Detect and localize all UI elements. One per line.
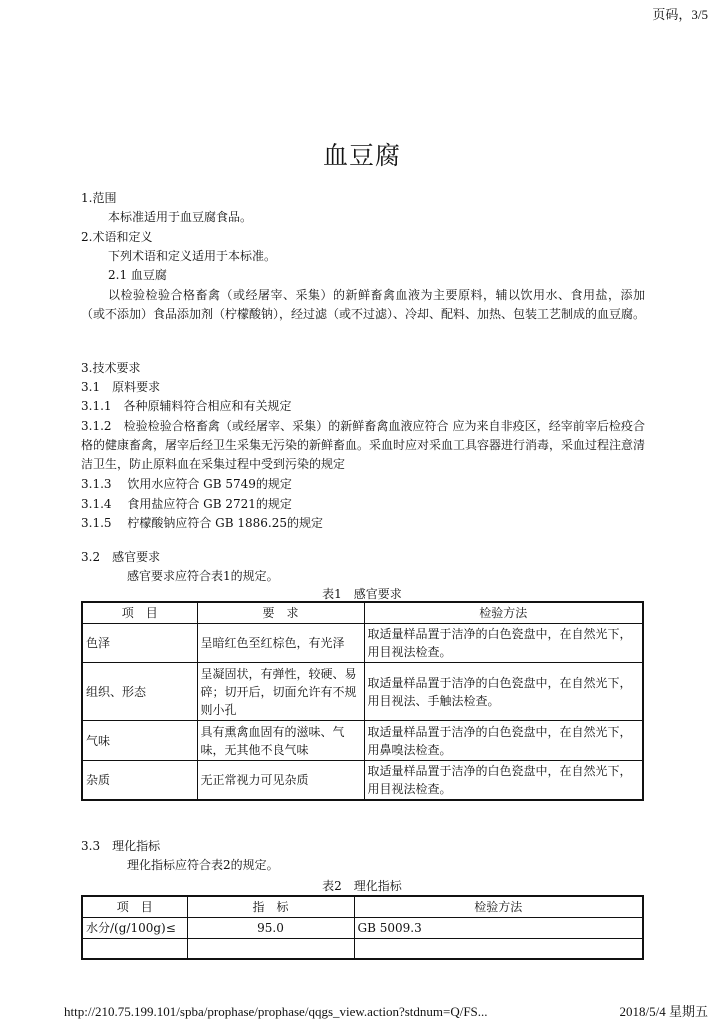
table-cell-item: 杂质: [82, 761, 197, 801]
footer-date: 2018/5/4 星期五: [619, 1004, 708, 1019]
table-cell-item: 气味: [82, 721, 197, 761]
section-2-1-text: 以检验检验合格畜禽（或经屠宰、采集）的新鲜畜禽血液为主要原料，辅以饮用水、食用盐，添加（或不添加）食品添加剂（柠檬酸钠），经过滤（或不过滤）、冷却、配料、加热、包装工艺制成的血豆腐。: [81, 288, 646, 321]
table-cell-method: 取适量样品置于洁净的白色瓷盘中，在自然光下，用目视法、手触法检查。: [364, 663, 643, 721]
table-row: [82, 918, 643, 939]
table-cell-requirement: 具有熏禽血固有的滋味、气味，无其他不良气味: [197, 721, 364, 761]
table-cell-requirement: 呈凝固状，有弹性，较硬、易碎；切开后，切面允许有不规则小孔: [197, 663, 364, 721]
table-cell-method: 取适量样品置于洁净的白色瓷盘中，在自然光下，用鼻嗅法检查。: [364, 721, 643, 761]
section-1-text: 本标准适用于血豆腐食品。: [108, 210, 253, 224]
section-3-1-5: 3.1.5 柠檬酸钠应符合 GB 1886.25的规定: [81, 516, 324, 530]
table-cell-method: 取适量样品置于洁净的白色瓷盘中，在自然光下，用目视法检查。: [364, 761, 643, 801]
table-row: [82, 624, 643, 663]
table-1-caption: 表1 感官要求: [322, 587, 402, 601]
section-2-heading: 2.术语和定义: [81, 230, 153, 244]
document-title: 血豆腐: [322, 141, 401, 170]
sensory-table: [81, 601, 644, 801]
table-header-row: [82, 896, 643, 918]
section-3-heading: 3.技术要求: [81, 361, 141, 375]
table-cell-value: 95.0: [187, 918, 354, 939]
footer-url: http://210.75.199.101/spba/prophase/prophase/qqgs_view.action?stdnum=Q/FS...: [64, 1004, 488, 1019]
section-2-1-heading: 2.1 血豆腐: [108, 268, 167, 282]
table-cell-requirement: 无正常视力可见杂质: [197, 761, 364, 801]
table-cell-item: 水分/(g/100g)≤: [82, 918, 187, 939]
physicochemical-table: [81, 895, 644, 960]
table-header-row: [82, 602, 643, 624]
page-number: 页码，3/5: [652, 7, 708, 22]
table-header-cell: 要 求: [197, 602, 364, 624]
table-header-cell: 检验方法: [364, 602, 643, 624]
section-3-1-heading: 3.1 原料要求: [81, 380, 161, 394]
section-3-1-3: 3.1.3 饮用水应符合 GB 5749的规定: [81, 477, 292, 491]
table-cell-item: 组织、形态: [82, 663, 197, 721]
table-cell-empty: [354, 939, 643, 959]
table-cell-empty: [82, 939, 187, 959]
table-header-cell: 指 标: [187, 896, 354, 918]
table-row: [82, 721, 643, 761]
section-1-heading: 1.范围: [81, 191, 117, 205]
section-2-text: 下列术语和定义适用于本标准。: [108, 249, 277, 263]
section-3-3-heading: 3.3 理化指标: [81, 839, 161, 853]
table-cell-empty: [187, 939, 354, 959]
table-header-cell: 项 目: [82, 896, 187, 918]
table-row: [82, 663, 643, 721]
section-3-2-text: 感官要求应符合表1的规定。: [127, 569, 279, 583]
table-row: [82, 939, 643, 959]
table-2-caption: 表2 理化指标: [322, 879, 402, 893]
table-row: [82, 761, 643, 801]
table-header-cell: 检验方法: [354, 896, 643, 918]
table-header-cell: 项 目: [82, 602, 197, 624]
table-cell-item: 色泽: [82, 624, 197, 663]
section-3-1-2: 3.1.2 检验检验合格畜禽（或经屠宰、采集）的新鲜畜禽血液应符合 应为来自非疫区，经宰前宰后检疫合格的健康畜禽，屠宰后经卫生采集无污染的新鲜畜血。采血时应对采血工具容器进行消毒，采血过程注意清洁卫生，防止原料血在采集过程中受到污染的规定: [81, 419, 646, 471]
section-3-1-4: 3.1.4 食用盐应符合 GB 2721的规定: [81, 497, 292, 511]
section-3-2-heading: 3.2 感官要求: [81, 550, 161, 564]
section-3-3-text: 理化指标应符合表2的规定。: [127, 858, 279, 872]
table-cell-method: 取适量样品置于洁净的白色瓷盘中，在自然光下，用目视法检查。: [364, 624, 643, 663]
section-3-1-1: 3.1.1 各种原辅料符合相应和有关规定: [81, 399, 292, 413]
table-cell-method: GB 5009.3: [354, 918, 643, 939]
table-cell-requirement: 呈暗红色至红棕色，有光泽: [197, 624, 364, 663]
